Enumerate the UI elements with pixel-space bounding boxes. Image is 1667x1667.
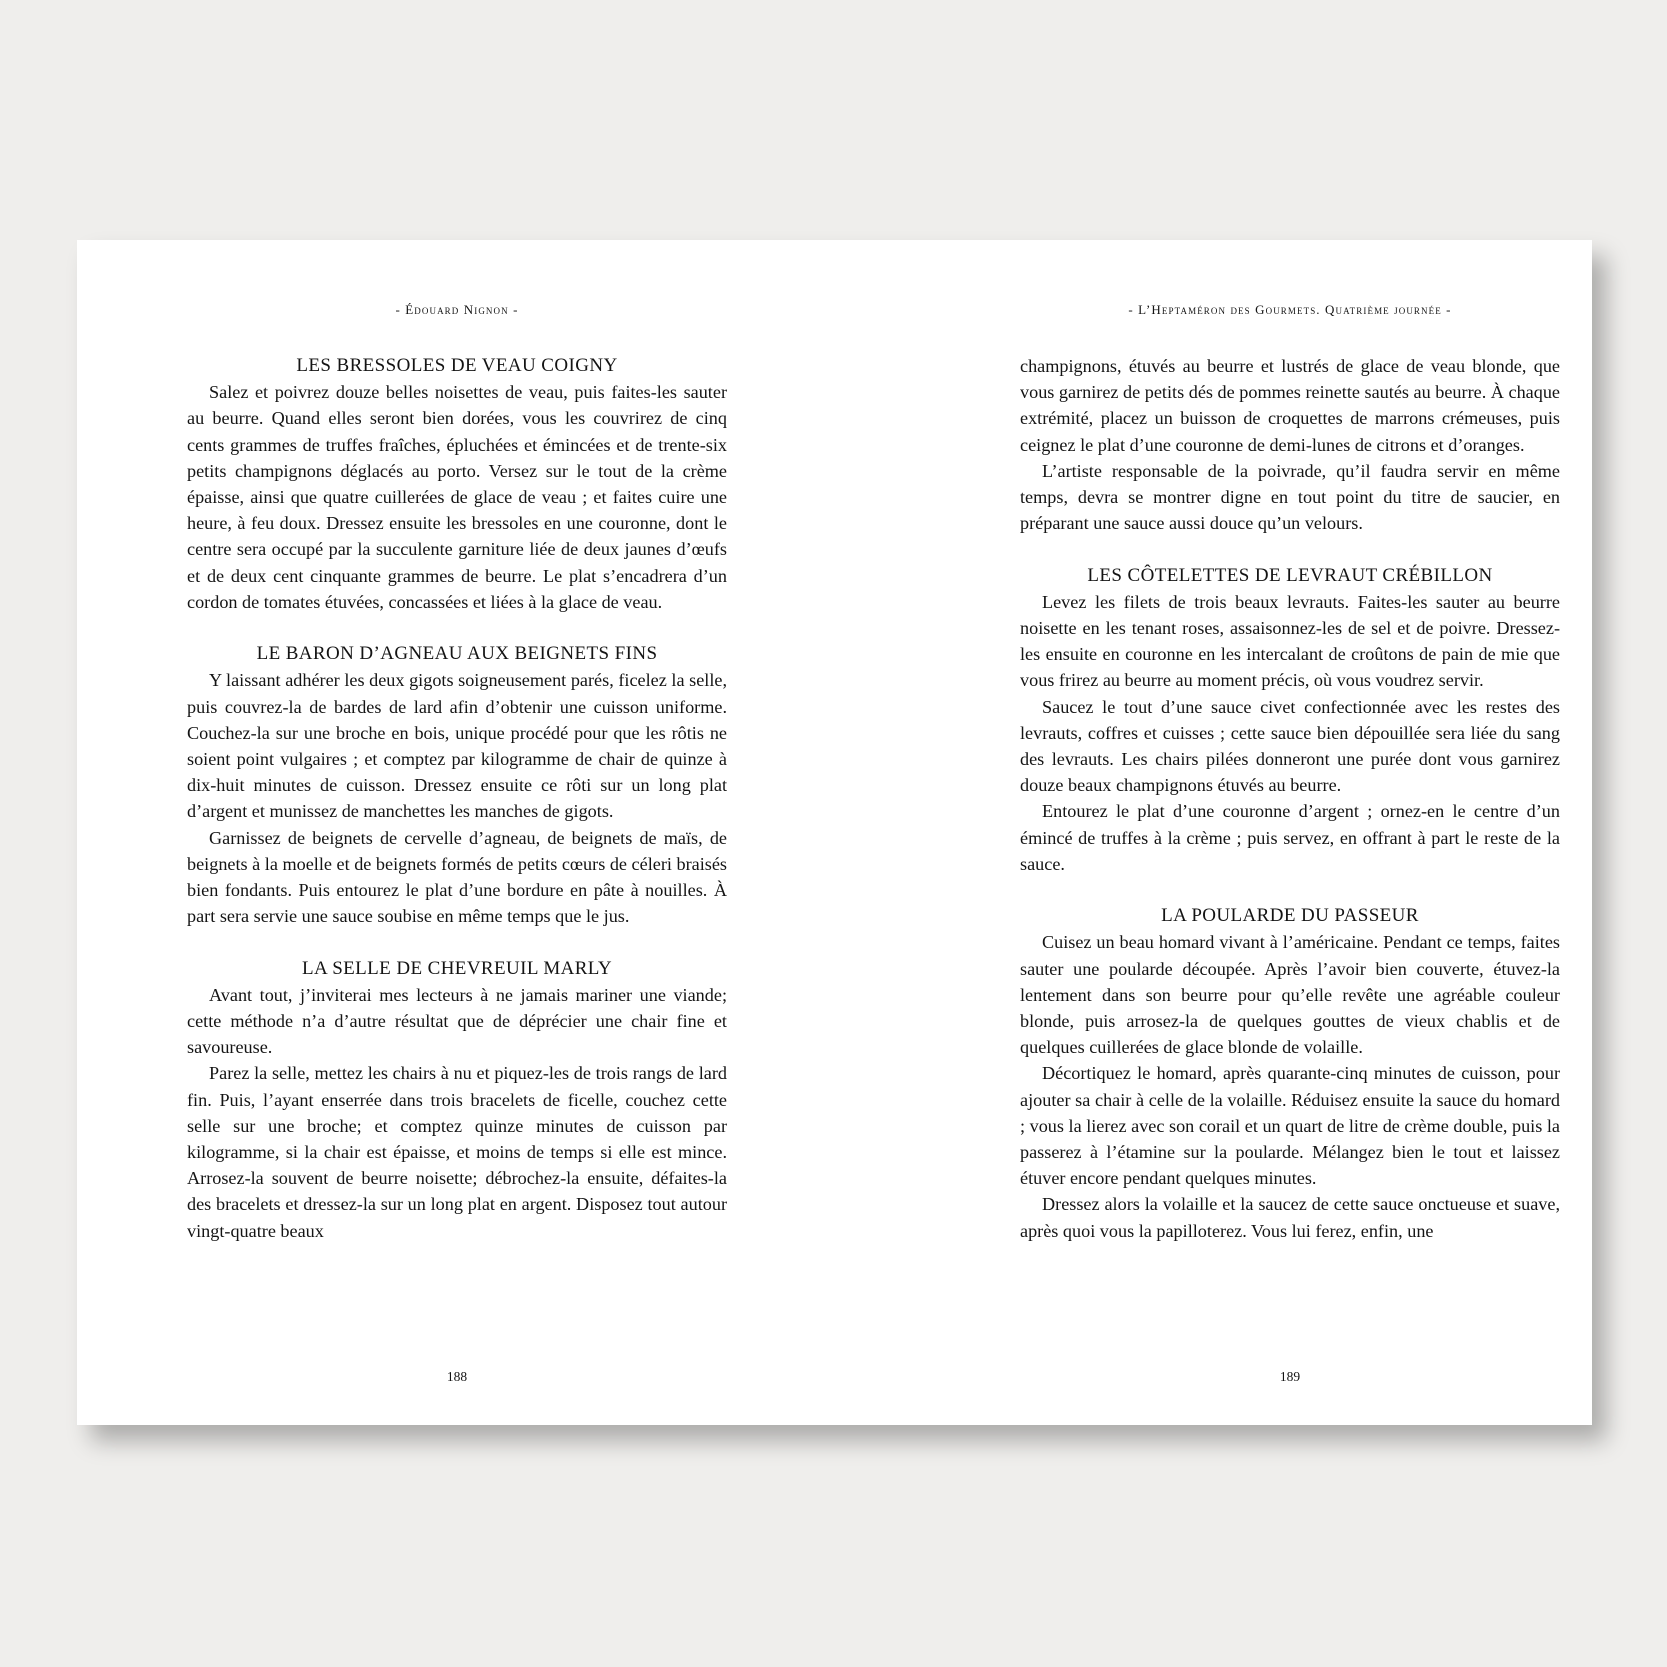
page-number-left: 188 xyxy=(446,1369,468,1384)
paragraph: Cuisez un beau homard vivant à l’américaine. Pendant ce temps, faites sauter une poularde découpée. Après l’avoir bien couverte, étuvez-la lentement dans son beurre pour qu’elle revête une agréable couleur blonde, puis arrosez-la de quelques gouttes de vieux chablis et de quelques cuillerées de glace blonde de volaille. xyxy=(1020,932,1560,1058)
right-page-text xyxy=(1020,353,1560,1244)
left-page xyxy=(77,240,834,1425)
paragraph: Garnissez de beignets de cervelle d’agneau, de beignets de maïs, de beignets à la moelle et de beignets formés de petits cœurs de céleri braisés bien fondants. Puis entourez le plat d’une bordure en pâte à nouilles. À part sera servie une sauce soubise en même temps que le jus. xyxy=(187,827,727,927)
left-page-text xyxy=(187,353,727,1244)
recipe-title-bressoles: LES BRESSOLES DE VEAU COIGNY xyxy=(296,355,618,376)
paragraph: Dressez alors la volaille et la saucez de cette sauce onctueuse et suave, après quoi vous la papilloterez. Vous lui ferez, enfin, une xyxy=(1020,1194,1560,1241)
running-head-title: - L’Heptaméron des Gourmets. Quatrième journée - xyxy=(1128,302,1452,317)
recipe-title-baron: LE BARON D’AGNEAU AUX BEIGNETS FINS xyxy=(256,643,658,665)
recipe-title-selle: LA SELLE DE CHEVREUIL MARLY xyxy=(301,957,613,979)
page-number-right: 189 xyxy=(1279,1369,1301,1384)
right-page xyxy=(834,240,1591,1425)
paragraph: champignons, étuvés au beurre et lustrés de glace de veau blonde, que vous garnirez de petits dés de pommes reinette sautés au beurre. À chaque extrémité, placez un buisson de croquettes de marrons crémeuses, puis ceignez le plat d’une couronne de demi-lunes de citrons et d’oranges. xyxy=(1020,356,1560,455)
paragraph: Parez la selle, mettez les chairs à nu et piquez-les de trois rangs de lard fin. Puis, l’ayant enserrée dans trois bracelets de ficelle, couchez cette selle sur une broche; et comptez quinze minutes de cuisson par kilogramme, si la chair est épaisse, et moins de temps si elle est mince. Arrosez-la souvent de beurre noisette; débrochez-la ensuite, défaites-la des bracelets et dressez-la sur un long plat en argent. Disposez tout autour vingt-quatre beaux xyxy=(187,1063,727,1241)
paragraph: Y laissant adhérer les deux gigots soigneusement parés, ficelez la selle, puis couvrez-la de bardes de lard afin d’obtenir une cuisson uniforme. Couchez-la sur une broche en bois, unique procédé pour que les rôtis ne soient point vulgaires ; et comptez par kilogramme de chair de quinze à dix-huit minutes de cuisson. Dressez ensuite ce rôti sur un long plat d’argent et munissez de manchettes les manches de gigots. xyxy=(187,670,727,822)
paragraph: Salez et poivrez douze belles noisettes de veau, puis faites-les sauter au beurre. Quand elles seront bien dorées, vous les couvrirez de cinq cents grammes de truffes fraîches, épluchées et émincées et de trente-six petits champignons déglacés au porto. Versez sur le tout de la crème épaisse, ainsi que quatre cuillerées de glace de veau ; et faites cuire une heure, à feu doux. Dressez ensuite les bressoles en une couronne, dont le centre sera occupé par la succulente garniture liée de deux jaunes d’œufs et de deux cent cinquante grammes de beurre. Le plat s’encadrera d’un cordon de tomates étuvées, concassées et liées à la glace de veau. xyxy=(187,382,727,612)
paragraph: Saucez le tout d’une sauce civet confectionnée avec les restes des levrauts, coffres et cuisses ; cette sauce bien dépouillée sera liée du sang des levrauts. Les chairs pilées donneront une purée dont vous garnirez douze beaux champignons étuvés au beurre. xyxy=(1020,696,1560,796)
recipe-title-cotelettes: LES CÔTELETTES DE LEVRAUT CRÉBILLON xyxy=(1087,564,1493,586)
paragraph: Décortiquez le homard, après quarante-cinq minutes de cuisson, pour ajouter sa chair à celle de la volaille. Réduisez ensuite la sauce du homard ; vous la lierez avec son corail et un quart de litre de crème double, puis la passerez à l’étamine sur la poularde. Mélangez bien le tout et laissez étuver encore pendant quelques minutes. xyxy=(1020,1063,1560,1189)
paragraph: Avant tout, j’inviterai mes lecteurs à ne jamais mariner une viande; cette méthode n’a d’autre résultat que de déprécier une chair fine et savoureuse. xyxy=(187,984,727,1058)
book-spread xyxy=(77,240,1592,1425)
running-head-author: - Édouard Nignon - xyxy=(395,302,519,317)
paragraph: Levez les filets de trois beaux levrauts. Faites-les sauter au beurre noisette en les tenant roses, assaisonnez-les de sel et de poivre. Dressez-les ensuite en couronne en les intercalant de croûtons de pain de mie que vous frirez au beurre au moment précis, où vous voudrez servir. xyxy=(1020,591,1560,691)
recipe-title-poularde: LA POULARDE DU PASSEUR xyxy=(1161,905,1419,927)
paragraph: Entourez le plat d’une couronne d’argent ; ornez-en le centre d’un émincé de truffes à la crème ; puis servez, en offrant à part le reste de la sauce. xyxy=(1020,801,1560,874)
paragraph: L’artiste responsable de la poivrade, qu’il faudra servir en même temps, devra se montrer digne en tout point du titre de saucier, en préparant une sauce aussi douce qu’un velours. xyxy=(1020,460,1560,534)
